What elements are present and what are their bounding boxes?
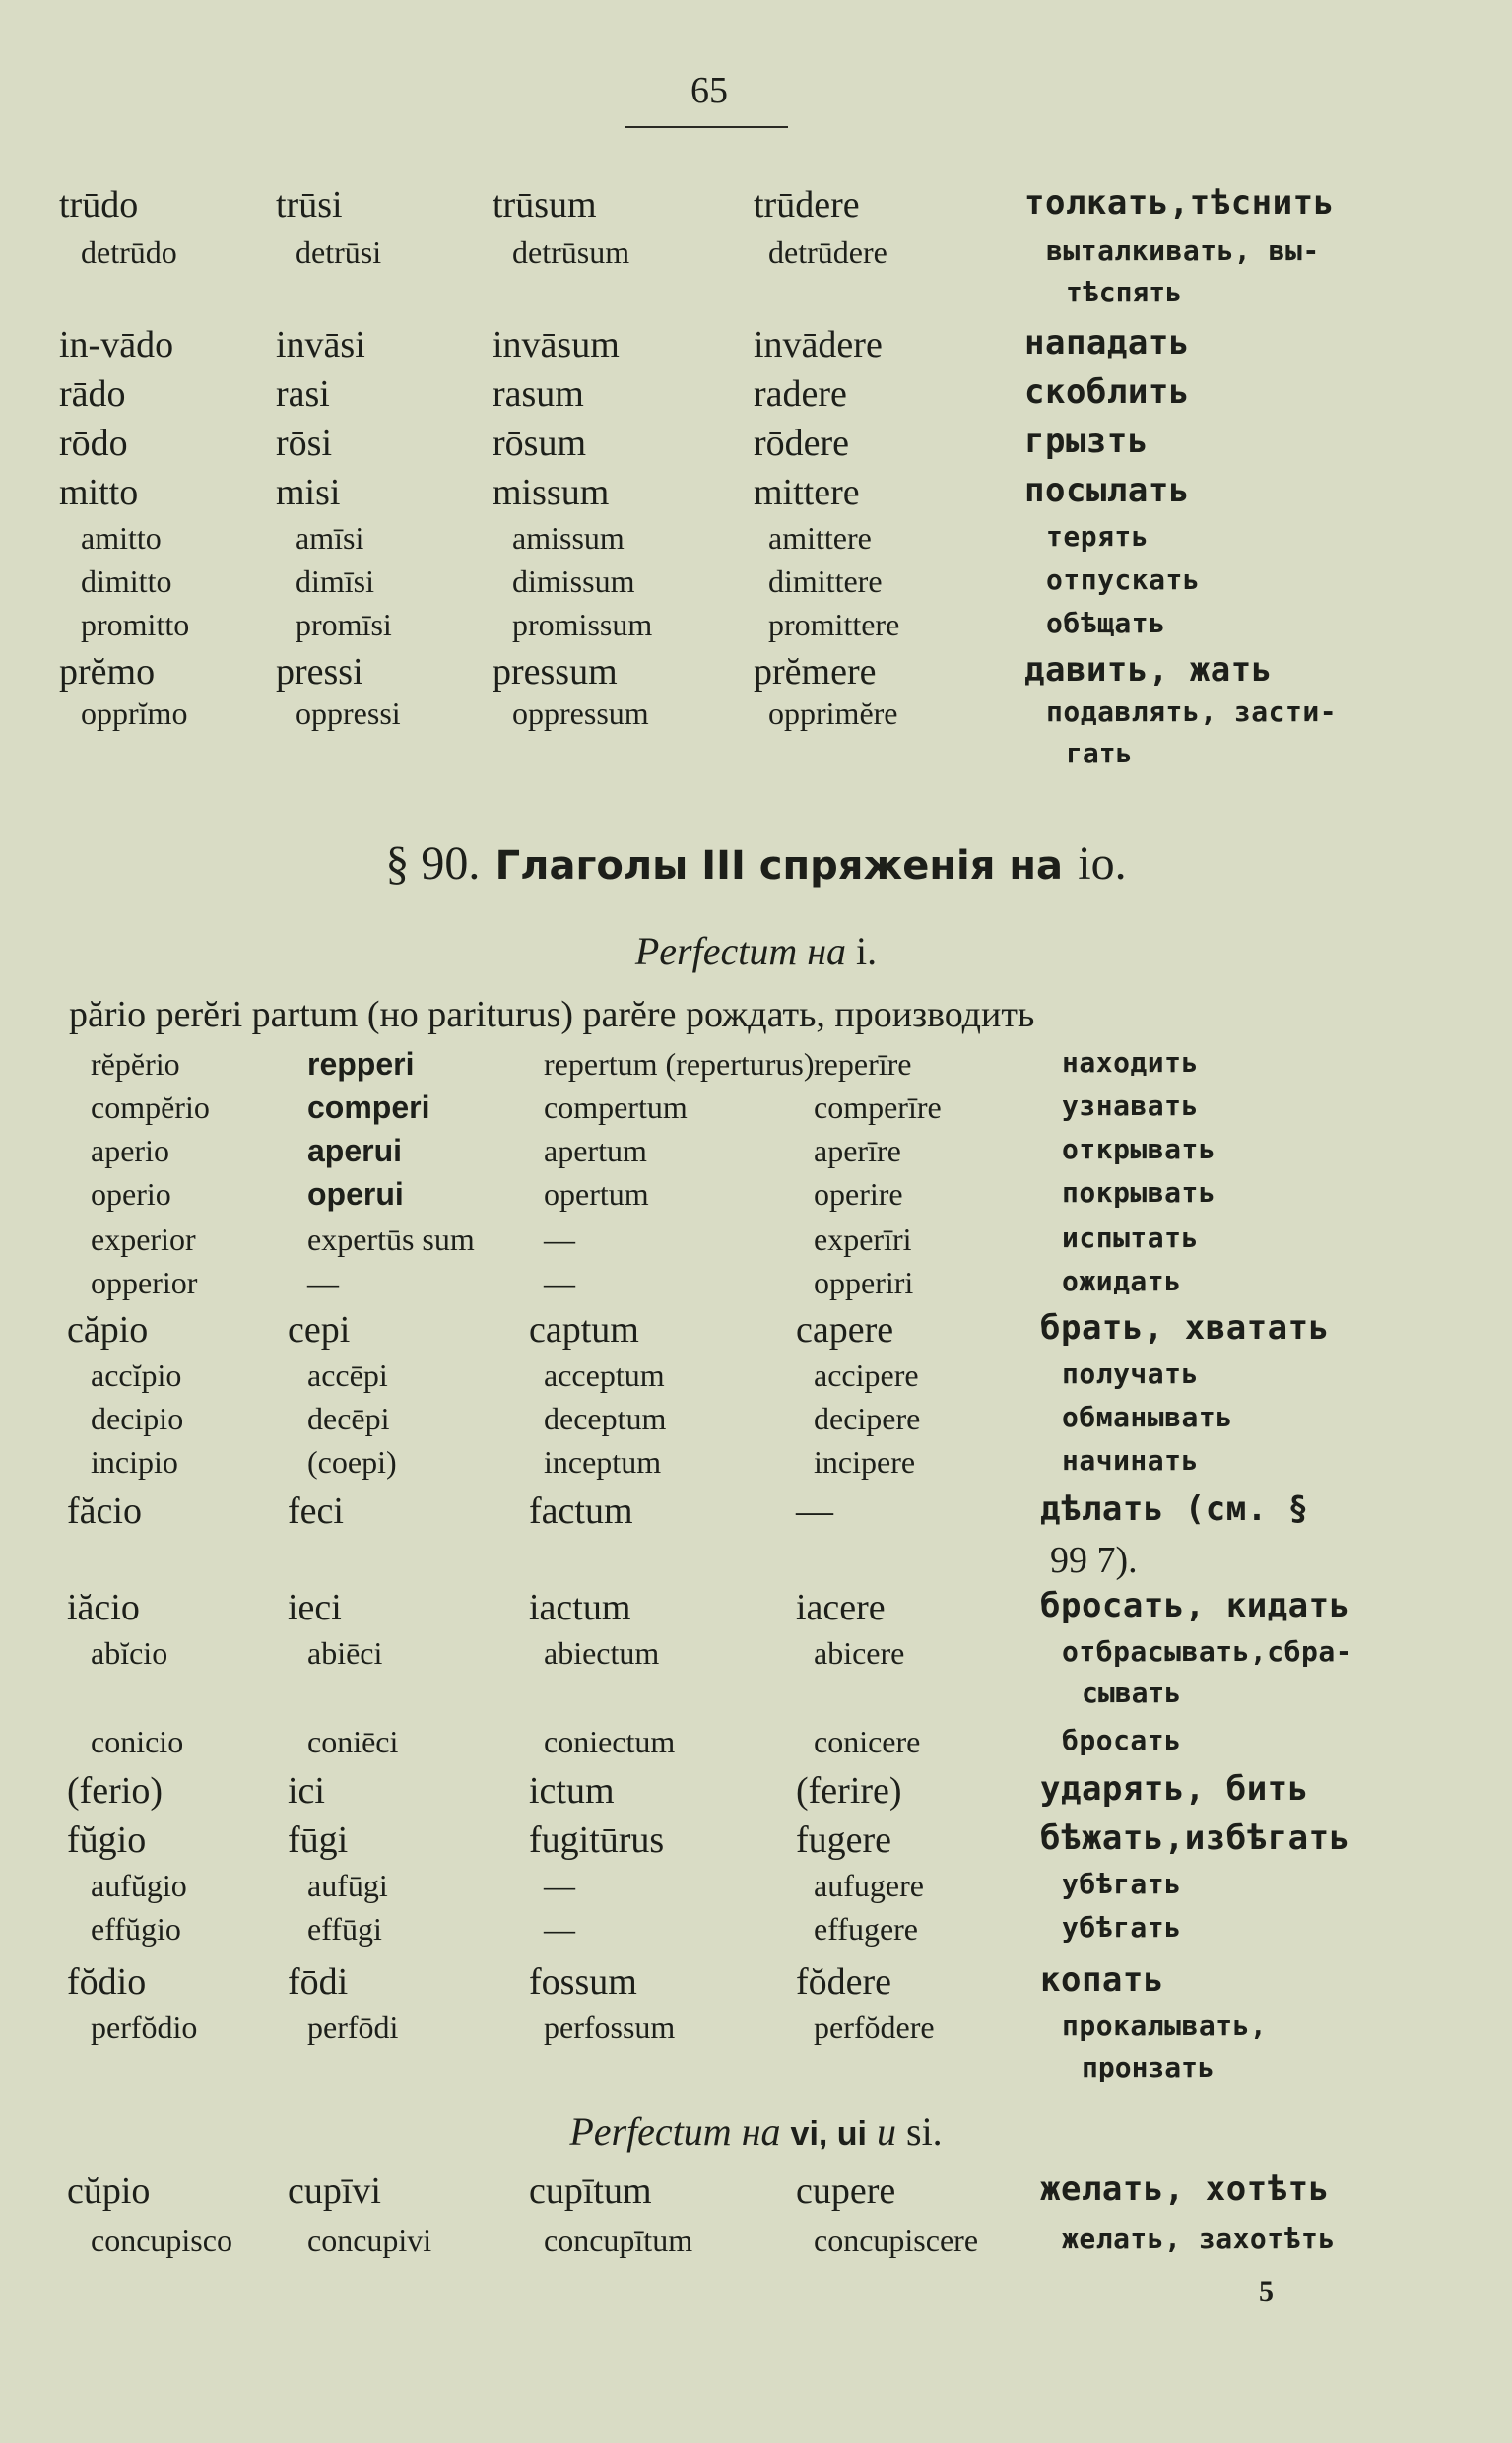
verb-perfect: — (307, 1265, 339, 1300)
verb-supine: perfossum (544, 2010, 676, 2045)
verb-supine: — (544, 1265, 575, 1300)
verb-infinitive: promittere (768, 607, 900, 642)
verb-infinitive: iacere (796, 1587, 886, 1628)
verb-row (0, 1635, 1512, 1679)
verb-supine: rōsum (493, 423, 586, 464)
verb-perfect: concupivi (307, 2222, 432, 2258)
verb-present: mitto (59, 472, 139, 513)
verb-perfect: perfōdi (307, 2010, 399, 2045)
verb-perfect: misi (276, 472, 341, 513)
section-suffix: io. (1078, 837, 1127, 890)
verb-infinitive: (ferire) (796, 1770, 902, 1812)
verb-row (0, 2222, 1512, 2266)
verb-supine: promissum (512, 607, 653, 642)
verb-infinitive: trūdere (754, 184, 860, 226)
verb-row (0, 1357, 1512, 1401)
verb-perfect: fōdi (288, 1961, 349, 2003)
verb-present: promitto (81, 607, 190, 642)
verb-present: fŭgio (67, 1819, 147, 1861)
verb-perfect: oppressi (296, 695, 401, 731)
verb-present: fŏdio (67, 1961, 147, 2003)
verb-perfect: amīsi (296, 520, 364, 556)
verb-present: aperio (91, 1133, 169, 1168)
verb-present: căpio (67, 1309, 149, 1351)
verb-supine: fugitūrus (529, 1819, 665, 1861)
verb-present: accĭpio (91, 1357, 182, 1393)
verb-supine: inceptum (544, 1444, 662, 1480)
verb-perfect: pressi (276, 651, 363, 693)
verb-infinitive: fugere (796, 1819, 892, 1861)
verb-row (0, 1818, 1512, 1866)
verb-infinitive: effugere (814, 1911, 918, 1947)
subheading-perfectum-vi (0, 2108, 1512, 2154)
verb-present: concupisco (91, 2222, 232, 2258)
verb-perfect: comperi (307, 1089, 430, 1125)
pario-line (0, 993, 1512, 1040)
verb-translation: брать, хватать (1040, 1308, 1330, 1348)
verb-perfect: operui (307, 1176, 404, 1212)
verb-infinitive: aufugere (814, 1868, 924, 1903)
verb-translation: выталкивать, вы- (1046, 234, 1320, 267)
verb-supine: repertum (reperturus) (544, 1046, 815, 1082)
verb-present: iăcio (67, 1587, 140, 1628)
verb-infinitive: — (796, 1490, 833, 1532)
section-title: Глаголы III спряженія на (494, 843, 1063, 889)
verb-translation: посылать (1024, 471, 1190, 510)
verb-perfect: expertūs sum (307, 1222, 475, 1257)
verb-row (0, 650, 1512, 697)
verb-row (0, 234, 1512, 278)
verb-infinitive: conicere (814, 1724, 921, 1759)
verb-infinitive: comperīre (814, 1089, 942, 1125)
verb-perfect: cepi (288, 1309, 351, 1351)
verb-row (0, 1401, 1512, 1444)
verb-row (0, 1133, 1512, 1176)
verb-supine: oppressum (512, 695, 649, 731)
verb-translation: бросать (1062, 1724, 1182, 1756)
verb-translation: толкать,тѣснить (1024, 183, 1335, 223)
verb-infinitive: decipere (814, 1401, 921, 1436)
verb-present: opprĭmo (81, 695, 188, 731)
verb-supine: abiectum (544, 1635, 660, 1671)
verb-infinitive: dimittere (768, 563, 883, 599)
verb-supine: opertum (544, 1176, 649, 1212)
verb-present: făcio (67, 1490, 142, 1532)
subheading-italic-2: и (877, 2109, 896, 2153)
verb-infinitive: rōdere (754, 423, 850, 464)
verb-translation: терять (1046, 520, 1150, 553)
verb-supine: pressum (493, 651, 618, 693)
verb-present: amitto (81, 520, 162, 556)
verb-present: cŭpio (67, 2170, 151, 2212)
verb-infinitive: accipere (814, 1357, 919, 1393)
verb-row (0, 607, 1512, 650)
verb-supine: factum (529, 1490, 633, 1532)
verb-translation: отбрасывать,сбра- (1062, 1635, 1353, 1668)
verb-present: experior (91, 1222, 196, 1257)
verb-infinitive: invādere (754, 324, 883, 365)
verb-infinitive: radere (754, 373, 847, 415)
verb-present: in-vādo (59, 324, 174, 365)
verb-infinitive: opperiri (814, 1265, 914, 1300)
verb-supine: acceptum (544, 1357, 665, 1393)
verb-supine: dimissum (512, 563, 635, 599)
verb-row (0, 1444, 1512, 1487)
verb-row (0, 1960, 1512, 2008)
verb-perfect: fūgi (288, 1819, 349, 1861)
verb-row (0, 1489, 1512, 1537)
section-heading (0, 835, 1512, 891)
verb-translation: нападать (1024, 323, 1190, 363)
verb-translation: обѣщать (1046, 607, 1166, 639)
verb-infinitive: opprimĕre (768, 695, 898, 731)
verb-perfect: accēpi (307, 1357, 388, 1393)
verb-supine: missum (493, 472, 610, 513)
subheading-tail: si. (906, 2109, 943, 2153)
signature-mark: 5 (1259, 2276, 1274, 2308)
verb-translation: прокалывать, (1062, 2010, 1268, 2042)
verb-perfect: ici (288, 1770, 325, 1812)
verb-row (0, 183, 1512, 231)
verb-present: decipio (91, 1401, 184, 1436)
verb-row (0, 1176, 1512, 1220)
verb-infinitive: mittere (754, 472, 860, 513)
verb-translation: покрывать (1062, 1176, 1216, 1209)
verb-perfect: abiēci (307, 1635, 383, 1671)
verb-supine: concupītum (544, 2222, 693, 2258)
verb-infinitive: detrūdere (768, 234, 887, 270)
verb-translation: подавлять, засти- (1046, 695, 1338, 728)
verb-perfect: promīsi (296, 607, 392, 642)
verb-row (0, 372, 1512, 420)
verb-infinitive: abicere (814, 1635, 905, 1671)
verb-row (0, 1724, 1512, 1767)
verb-perfect: trūsi (276, 184, 343, 226)
subheading-italic: Perfectum на (569, 2109, 781, 2153)
verb-translation: ожидать (1062, 1265, 1182, 1297)
verb-infinitive: incipere (814, 1444, 916, 1480)
subheading-tail: i. (856, 929, 878, 973)
verb-translation: начинать (1062, 1444, 1199, 1477)
verb-supine: — (544, 1911, 575, 1947)
translation-continuation: 99 7). (1050, 1540, 1138, 1581)
verb-perfect: coniēci (307, 1724, 399, 1759)
verb-supine: — (544, 1868, 575, 1903)
verb-translation: желать, хотѣть (1040, 2169, 1330, 2209)
verb-translation: бросать, кидать (1040, 1586, 1350, 1625)
verb-perfect: rasi (276, 373, 330, 415)
verb-translation: дѣлать (см. § (1040, 1489, 1309, 1529)
verb-row (0, 695, 1512, 739)
verb-translation: испытать (1062, 1222, 1199, 1254)
verb-translation: скоблить (1024, 372, 1190, 412)
verb-translation: грызть (1024, 422, 1149, 461)
verb-supine: ictum (529, 1770, 615, 1812)
verb-supine: cupītum (529, 2170, 652, 2212)
verb-translation: давить, жать (1024, 650, 1273, 690)
verb-perfect: aperui (307, 1133, 403, 1168)
verb-row (0, 471, 1512, 518)
verb-perfect: dimīsi (296, 563, 375, 599)
verb-present: abĭcio (91, 1635, 168, 1671)
subheading-mid: vi, ui (790, 2115, 867, 2152)
translation-continuation: тѣспять (1066, 276, 1183, 308)
verb-translation: обманывать (1062, 1401, 1233, 1433)
verb-present: rādo (59, 373, 126, 415)
verb-row (0, 323, 1512, 370)
verb-row (0, 1265, 1512, 1308)
verb-present: operio (91, 1176, 171, 1212)
verb-row (0, 1089, 1512, 1133)
verb-present: incipio (91, 1444, 178, 1480)
subheading-italic: Perfectum на (634, 929, 847, 973)
verb-present: rōdo (59, 423, 128, 464)
verb-row (0, 1586, 1512, 1633)
verb-infinitive: reperīre (814, 1046, 912, 1082)
translation-continuation: сывать (1082, 1677, 1182, 1709)
verb-infinitive: prĕmere (754, 651, 877, 693)
verb-supine: — (544, 1222, 575, 1257)
verb-supine: iactum (529, 1587, 631, 1628)
verb-perfect: cupīvi (288, 2170, 381, 2212)
verb-present: compĕrio (91, 1089, 210, 1125)
verb-supine: coniectum (544, 1724, 676, 1759)
verb-infinitive: capere (796, 1309, 894, 1351)
verb-supine: detrūsum (512, 234, 630, 270)
verb-perfect: rōsi (276, 423, 332, 464)
verb-present: detrūdo (81, 234, 177, 270)
verb-row (0, 1308, 1512, 1355)
verb-present: aufŭgio (91, 1868, 187, 1903)
verb-perfect: decēpi (307, 1401, 390, 1436)
verb-translation: убѣгать (1062, 1911, 1182, 1944)
verb-perfect: ieci (288, 1587, 342, 1628)
page-number-rule (625, 126, 788, 128)
verb-infinitive: concupiscere (814, 2222, 979, 2258)
verb-infinitive: operire (814, 1176, 903, 1212)
verb-infinitive: cupere (796, 2170, 896, 2212)
verb-supine: deceptum (544, 1401, 667, 1436)
verb-present: trūdo (59, 184, 139, 226)
section-number: § 90. (385, 837, 481, 890)
verb-translation: убѣгать (1062, 1868, 1182, 1900)
verb-perfect: invāsi (276, 324, 365, 365)
verb-row (0, 1911, 1512, 1954)
verb-supine: apertum (544, 1133, 647, 1168)
verb-translation: находить (1062, 1046, 1199, 1079)
verb-translation: ударять, бить (1040, 1769, 1309, 1809)
verb-supine: captum (529, 1309, 639, 1351)
verb-present: prĕmo (59, 651, 156, 693)
verb-row (0, 1222, 1512, 1265)
verb-translation: получать (1062, 1357, 1199, 1390)
verb-perfect: repperi (307, 1046, 415, 1082)
verb-translation: открывать (1062, 1133, 1216, 1165)
verb-row (0, 2010, 1512, 2053)
verb-row (0, 520, 1512, 563)
translation-continuation: пронзать (1082, 2051, 1215, 2083)
verb-present: opperior (91, 1265, 198, 1300)
verb-translation: желать, захотѣть (1062, 2222, 1336, 2255)
verb-present: conicio (91, 1724, 184, 1759)
verb-supine: rasum (493, 373, 584, 415)
pario-text: părio perĕri partum (но pariturus) parĕre рождать, производить (69, 994, 1035, 1035)
verb-perfect: feci (288, 1490, 344, 1532)
verb-perfect: detrūsi (296, 234, 382, 270)
verb-translation: узнавать (1062, 1089, 1199, 1122)
verb-present: dimitto (81, 563, 172, 599)
verb-supine: invāsum (493, 324, 620, 365)
verb-translation: отпускать (1046, 563, 1201, 596)
verb-present: effŭgio (91, 1911, 181, 1947)
translation-continuation: гать (1066, 737, 1133, 769)
verb-present: (ferio) (67, 1770, 164, 1812)
verb-present: rĕpĕrio (91, 1046, 180, 1082)
verb-row (0, 1769, 1512, 1816)
verb-row (0, 1046, 1512, 1089)
verb-supine: amissum (512, 520, 625, 556)
verb-translation: копать (1040, 1960, 1164, 2000)
verb-perfect: (coepi) (307, 1444, 397, 1480)
verb-translation: бѣжать,избѣгать (1040, 1818, 1350, 1858)
verb-row (0, 563, 1512, 607)
verb-perfect: effūgi (307, 1911, 382, 1947)
subheading-perfectum-i (0, 928, 1512, 974)
page-number: 65 (690, 70, 728, 111)
verb-row (0, 1868, 1512, 1911)
verb-infinitive: perfŏdere (814, 2010, 935, 2045)
verb-row (0, 2169, 1512, 2216)
verb-row (0, 422, 1512, 469)
verb-supine: trūsum (493, 184, 597, 226)
verb-supine: fossum (529, 1961, 637, 2003)
verb-infinitive: amittere (768, 520, 872, 556)
verb-infinitive: aperīre (814, 1133, 901, 1168)
verb-present: perfŏdio (91, 2010, 198, 2045)
verb-perfect: aufūgi (307, 1868, 388, 1903)
verb-infinitive: experīri (814, 1222, 912, 1257)
verb-infinitive: fŏdere (796, 1961, 892, 2003)
verb-supine: compertum (544, 1089, 688, 1125)
